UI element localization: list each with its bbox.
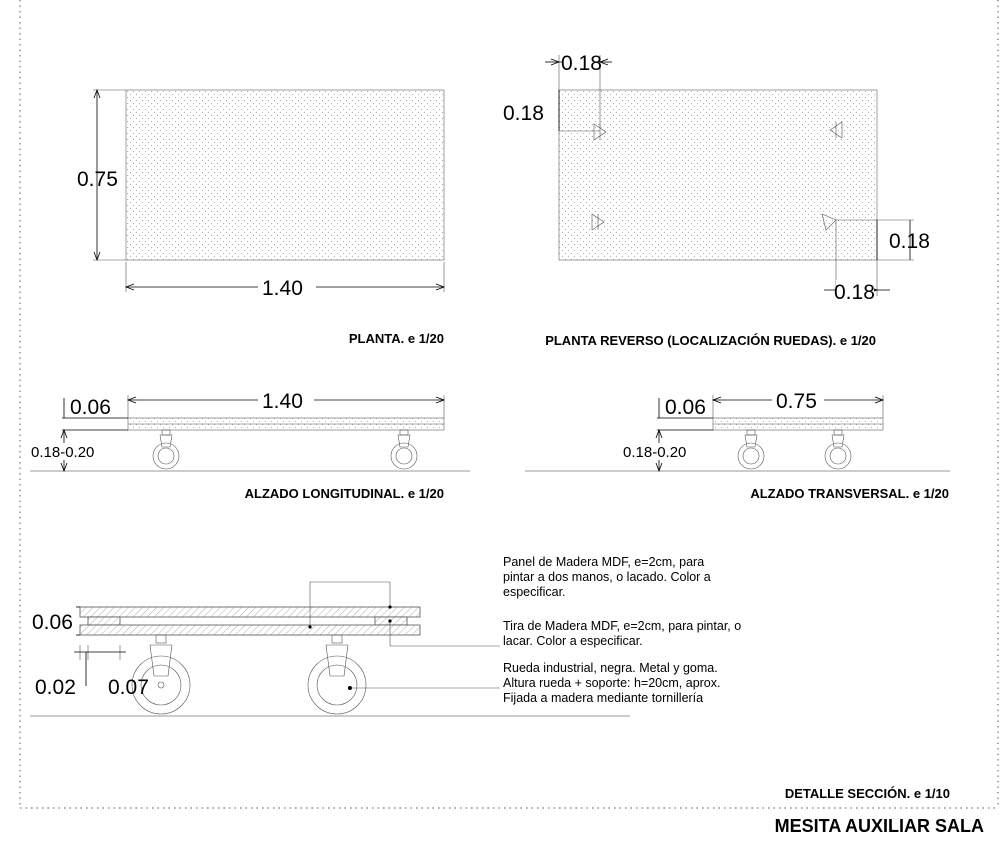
long-length-dim: 1.40 [262,390,303,413]
tabletop-reverse [559,90,877,260]
trans-length-dim: 0.75 [776,390,817,413]
reverse-offset-top-v: 0.18 [503,102,544,125]
tabletop-plan [126,90,444,260]
plan-view [77,90,444,346]
trans-elevation-caption: ALZADO TRANSVERSAL. e 1/20 [750,486,949,501]
caster [391,430,417,469]
note-panel-line: especificar. [503,585,566,599]
note-strip-line: Tira de Madera MDF, e=2cm, para pintar, o [503,619,742,633]
caster [825,430,851,469]
section-detail [30,555,950,801]
caster [132,635,190,714]
caster [308,635,366,714]
mdf-panel-bottom [80,625,420,635]
caster [153,430,179,469]
reverse-offset-bottom-h: 0.18 [834,281,875,304]
note-wheel-line: Rueda industrial, negra. Metal y goma. [503,661,718,675]
long-height-dim: 0.18-0.20 [31,444,95,461]
note-strip-line: lacar. Color a especificar. [503,634,643,648]
note-panel-line: pintar a dos manos, o lacado. Color a [503,570,711,584]
reverse-offset-top-h: 0.18 [561,52,602,75]
sheet-title: MESITA AUXILIAR SALA [774,816,984,836]
note-wheel-line: Fijada a madera mediante tornillería [503,691,704,705]
trans-height-dim: 0.18-0.20 [623,444,687,461]
note-panel [503,555,714,599]
mdf-panel-top [80,607,420,617]
reverse-offset-bottom-v: 0.18 [889,230,930,253]
trans-elevation [525,390,950,501]
section-caption: DETALLE SECCIÓN. e 1/10 [784,786,950,801]
long-elevation [30,390,470,501]
note-wheel-line: Altura rueda + soporte: h=20cm, aprox. [503,676,721,690]
plan-depth-dim: 0.75 [77,168,118,191]
plan-width-dim: 1.40 [262,277,303,300]
note-strip [503,619,745,648]
reverse-plan-caption: PLANTA REVERSO (LOCALIZACIÓN RUEDAS). e 1/20 [545,333,876,348]
section-gap-dim: 0.02 [35,676,76,699]
section-strip-dim: 0.07 [108,676,149,699]
mdf-strip [88,617,120,625]
long-elevation-caption: ALZADO LONGITUDINAL. e 1/20 [244,486,444,501]
note-panel-line: Panel de Madera MDF, e=2cm, para [503,555,705,569]
long-thickness-dim: 0.06 [70,396,111,419]
plan-caption: PLANTA. e 1/20 [348,331,444,346]
note-wheel [503,661,724,705]
caster [738,430,764,469]
reverse-plan-view [503,51,930,348]
trans-thickness-dim: 0.06 [665,396,706,419]
section-thickness-dim: 0.06 [32,611,73,634]
